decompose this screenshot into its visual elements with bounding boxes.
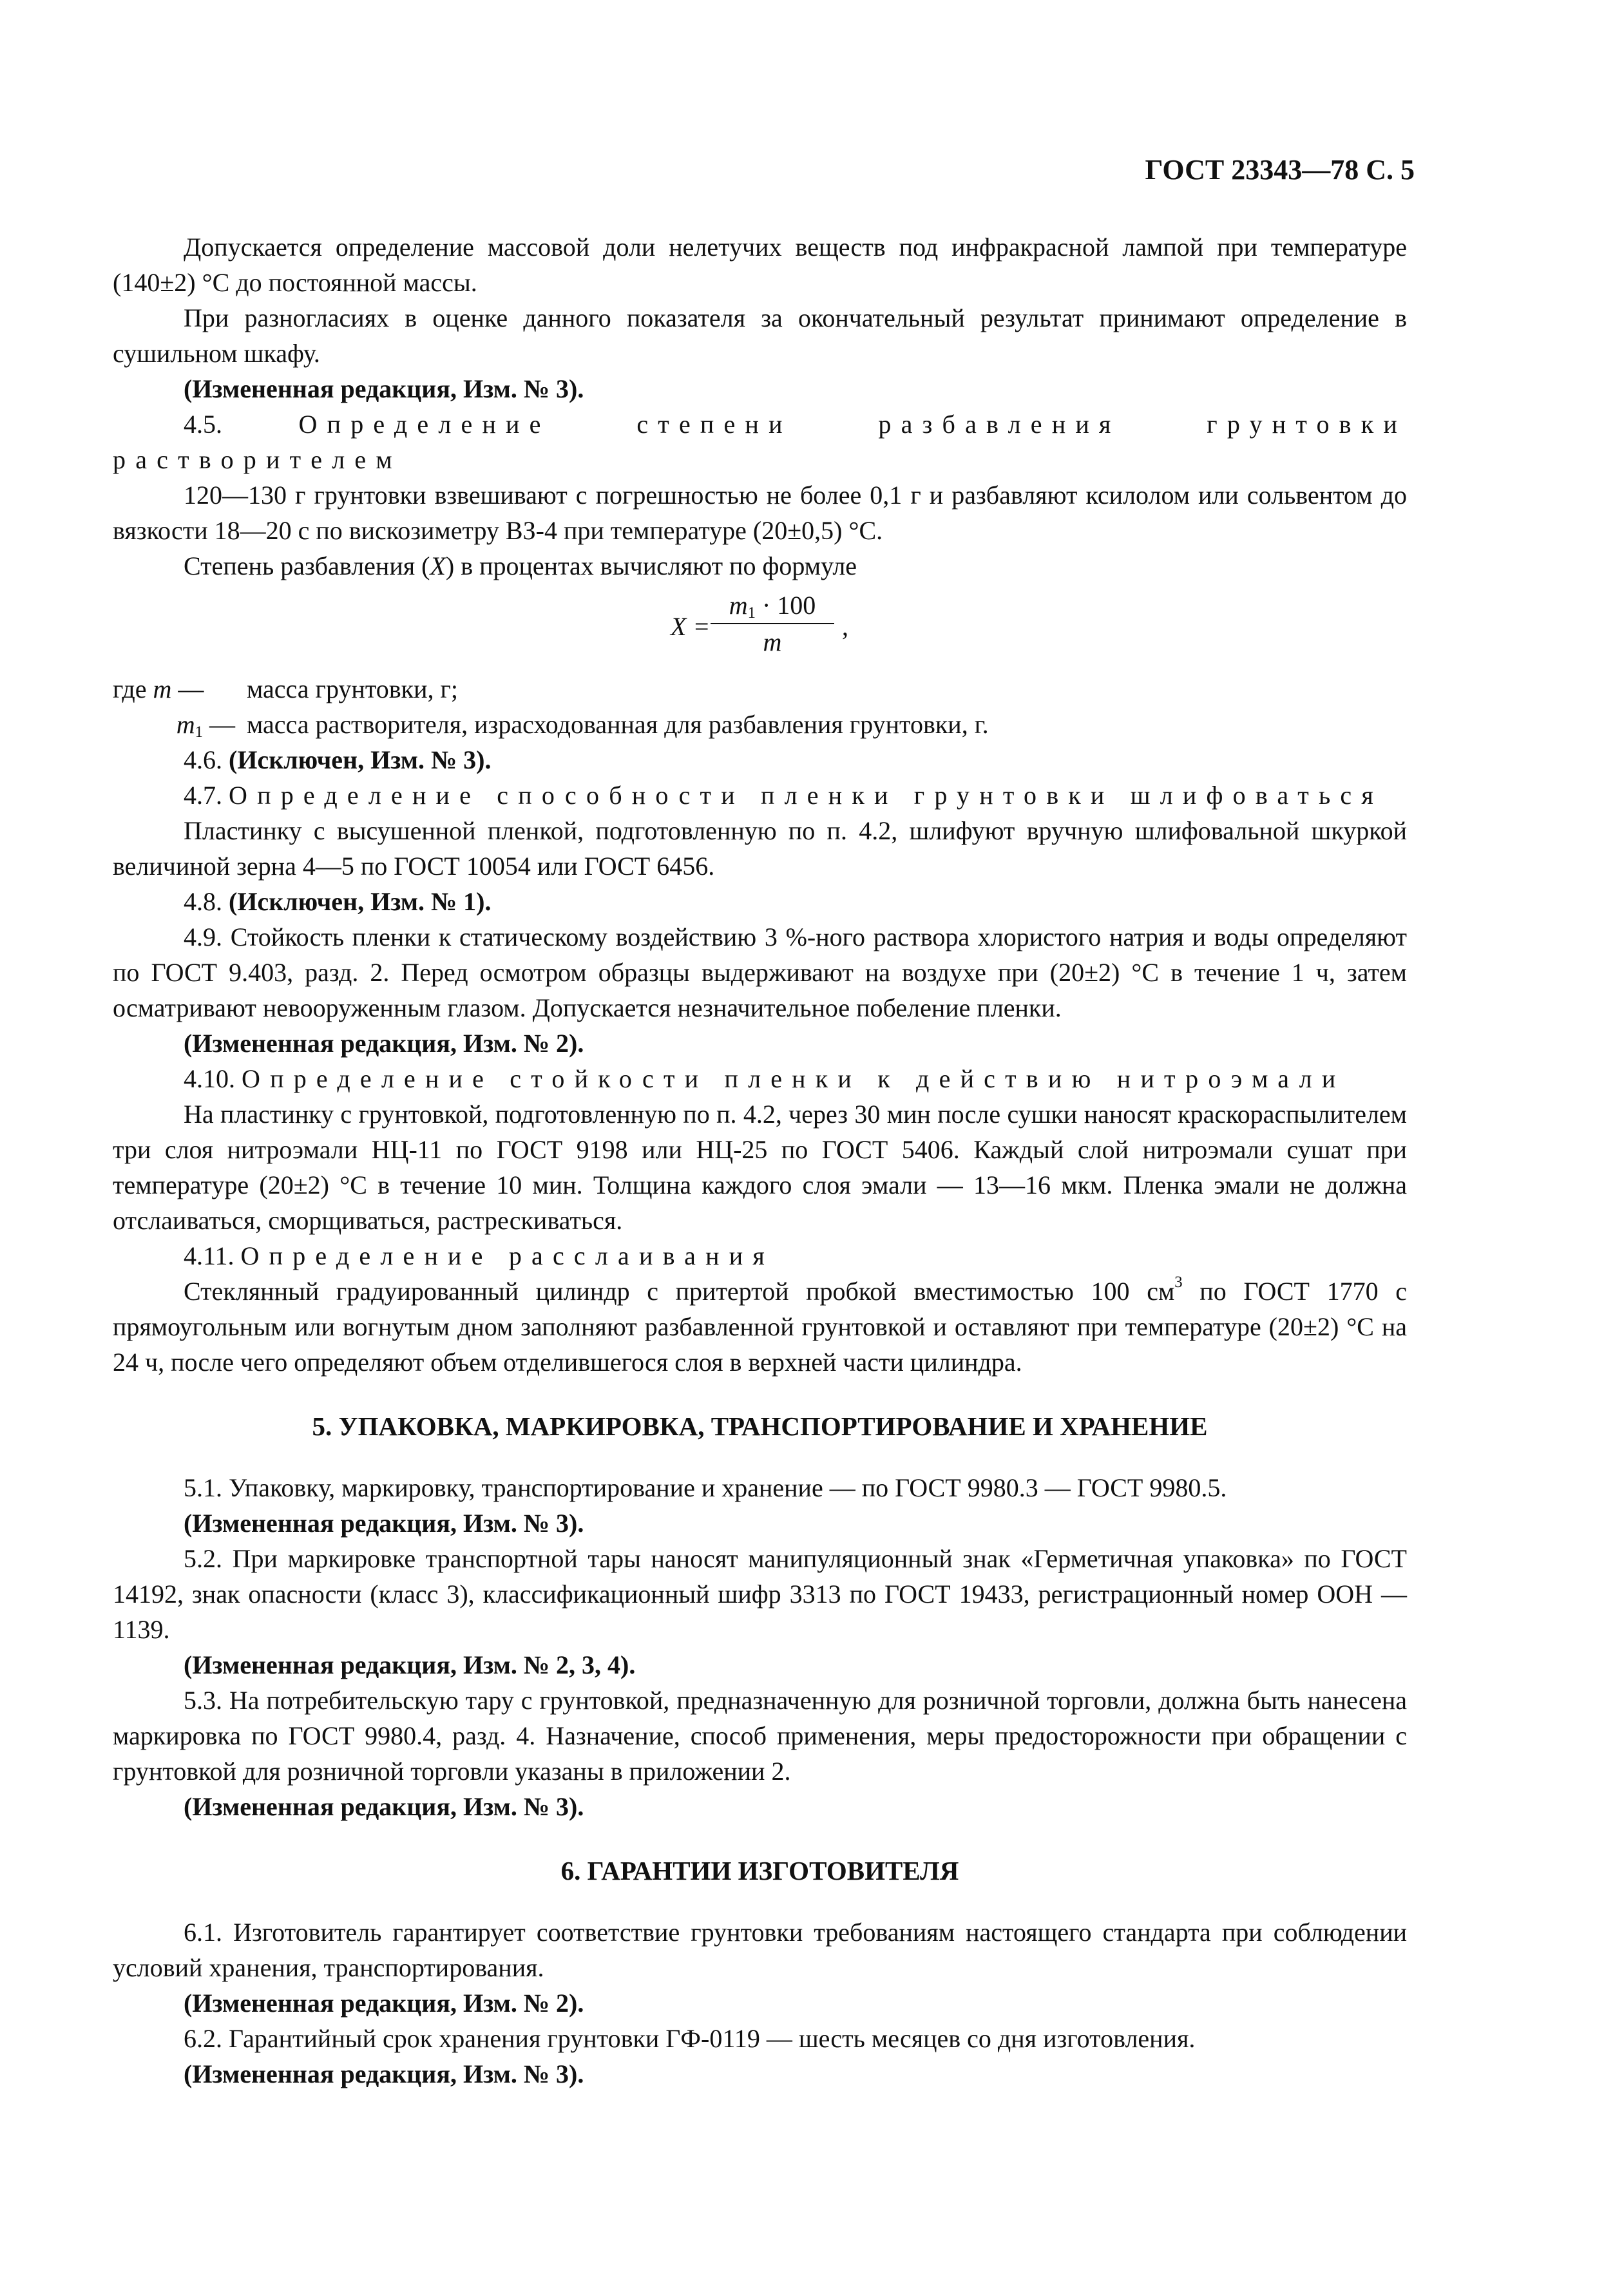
- formula-fraction: [708, 587, 837, 660]
- clause-heading-spaced: Определение способности пленки грунтовки шлифоваться: [229, 781, 1383, 810]
- formula-denominator: m: [763, 627, 782, 656]
- numerator-subscript: 1: [747, 604, 756, 622]
- section-5-title: 5. УПАКОВКА, МАРКИРОВКА, ТРАНСПОРТИРОВАНИЕ И ХРАНЕНИЕ: [312, 1411, 1208, 1441]
- formula-numerator: [708, 587, 837, 623]
- paragraph-disagreement: При разногласиях в оценке данного показателя за окончательный результат принимают определение в сушильном шкафу.: [113, 303, 1407, 368]
- clause-4-7-body: Пластинку с высушенной пленкой, подготовленную по п. 4.2, шлифуют вручную шлифовальной шкуркой величиной зерна 4—5 по ГОСТ 10054 или ГОСТ 6456.: [113, 816, 1407, 881]
- clause-number: 4.5.: [184, 410, 222, 439]
- clause-6-2: 6.2. Гарантийный срок хранения грунтовки ГФ-0119 — шесть месяцев со дня изготовления.: [184, 2024, 1196, 2053]
- where-dash: —: [203, 710, 235, 739]
- superscript: 3: [1174, 1274, 1183, 1292]
- amendment-note: (Измененная редакция, Изм. № 3).: [184, 374, 584, 403]
- where-prefix: где: [113, 674, 153, 703]
- clause-4-5-heading: [113, 406, 1407, 477]
- amendment-note: (Измененная редакция, Изм. № 3).: [184, 1792, 584, 1821]
- clause-number: 4.10.: [184, 1064, 235, 1093]
- clause-heading-spaced: Определение степени разбавления грунтовки растворителем: [113, 410, 1408, 474]
- clause-number: 4.8.: [184, 887, 222, 916]
- dilution-formula: [113, 587, 1407, 666]
- where-symbol: [113, 671, 235, 707]
- amendment-note: (Измененная редакция, Изм. № 3).: [184, 2059, 584, 2088]
- where-row-m: [113, 671, 1407, 707]
- clause-4-11-heading: [113, 1238, 1407, 1274]
- clause-heading-spaced: Определение расслаивания: [240, 1241, 774, 1270]
- clause-heading-spaced: Определение стойкости пленки к действию нитроэмали: [242, 1064, 1346, 1093]
- formula-intro-variable: X: [430, 551, 446, 580]
- clause-4-5-body: 120—130 г грунтовки взвешивают с погрешностью не более 0,1 г и разбавляют ксилолом или сольвентом до вязкости 18—20 с по вискозиметру ВЗ-4 при температуре (20±0,5) °С.: [113, 481, 1407, 545]
- clause-number: 4.11.: [184, 1241, 234, 1270]
- clause-4-8: [113, 884, 1407, 919]
- clause-body-text: Стеклянный градуированный цилиндр с притертой пробкой вместимостью 100 см: [184, 1277, 1175, 1306]
- clause-5-2: 5.2. При маркировке транспортной тары наносят манипуляционный знак «Герметичная упаковка» по ГОСТ 14192, знак опасности (класс 3), классификационный шифр 3313 по ГОСТ 19433, регистрационный номер ООН — 1139.: [113, 1544, 1407, 1644]
- paragraph-ir-lamp: Допускается определение массовой доли нелетучих веществ под инфракрасной лампой при температуре (140±2) °С до постоянной массы.: [113, 233, 1407, 297]
- clause-body-text-end: по ГОСТ 1770 с прямоугольным или вогнутым дном заполняют разбавленной грунтовкой и оставляют при температуре (20±2) °С на 24 ч, после чего определяют объем отделившегося слоя в верхней части цилиндра.: [113, 1277, 1407, 1377]
- where-subscript: 1: [195, 723, 203, 741]
- clause-4-6: [113, 742, 1407, 778]
- page-header: ГОСТ 23343—78 С. 5: [1145, 154, 1415, 186]
- clause-4-10-body: На пластинку с грунтовкой, подготовленную по п. 4.2, через 30 мин после сушки наносят краскораспылителем три слоя нитроэмали НЦ-11 по ГОСТ 9198 или НЦ-25 по ГОСТ 5406. Каждый слой нитроэмали сушат при температуре (20±2) °С в течение 10 мин. Толщина каждого слоя эмали — 13—16 мкм. Пленка эмали не должна отслаиваться, сморщиваться, растрескиваться.: [113, 1100, 1407, 1235]
- where-symbol: [113, 707, 235, 742]
- formula-intro: [113, 548, 1407, 584]
- clause-4-10-heading: [113, 1061, 1407, 1096]
- where-dash: —: [171, 674, 204, 703]
- section-6-title: 6. ГАРАНТИИ ИЗГОТОВИТЕЛЯ: [560, 1856, 959, 1885]
- where-variable: m: [176, 710, 195, 739]
- amendment-note: (Измененная редакция, Изм. № 2).: [184, 1989, 584, 2018]
- where-variable: m: [153, 674, 172, 703]
- page-body: [113, 229, 1407, 2092]
- clause-number: 4.6.: [184, 745, 222, 774]
- numerator-variable: m: [729, 591, 748, 620]
- amendment-note: (Измененная редакция, Изм. № 3).: [184, 1509, 584, 1538]
- amendment-note: (Измененная редакция, Изм. № 2).: [184, 1029, 584, 1058]
- clause-number: 4.7.: [184, 781, 222, 810]
- formula-lhs: X =: [671, 612, 711, 641]
- clause-4-11-body: [113, 1274, 1407, 1380]
- where-row-m1: [113, 707, 1407, 742]
- clause-4-7-heading: [113, 778, 1407, 813]
- formula-comma: ,: [842, 612, 848, 641]
- formula-intro-text: Степень разбавления (: [184, 551, 430, 580]
- where-definition: масса растворителя, израсходованная для разбавления грунтовки, г.: [247, 710, 989, 739]
- clause-6-1: 6.1. Изготовитель гарантирует соответствие грунтовки требованиям настоящего стандарта при соблюдении условий хранения, транспортирования.: [113, 1918, 1407, 1982]
- clause-5-1: 5.1. Упаковку, маркировку, транспортирование и хранение — по ГОСТ 9980.3 — ГОСТ 9980.5.: [184, 1473, 1227, 1502]
- formula-intro-text-end: ) в процентах вычисляют по формуле: [445, 551, 857, 580]
- excluded-note: (Исключен, Изм. № 1).: [229, 887, 492, 916]
- where-definition: масса грунтовки, г;: [247, 674, 459, 703]
- clause-4-9: 4.9. Стойкость пленки к статическому воздействию 3 %-ного раствора хлористого натрия и воды определяют по ГОСТ 9.403, разд. 2. Перед осмотром образцы выдерживают на воздухе при (20±2) °С в течение 1 ч, затем осматривают невооруженным глазом. Допускается незначительное побеление пленки.: [113, 922, 1407, 1022]
- numerator-rest: · 100: [755, 591, 816, 620]
- amendment-note: (Измененная редакция, Изм. № 2, 3, 4).: [184, 1650, 636, 1679]
- excluded-note: (Исключен, Изм. № 3).: [229, 745, 492, 774]
- clause-5-3: 5.3. На потребительскую тару с грунтовкой, предназначенную для розничной торговли, должна быть нанесена маркировка по ГОСТ 9980.4, разд. 4. Назначение, способ применения, меры предосторожности при обращении с грунтовкой для розничной торговли указаны в приложении 2.: [113, 1686, 1407, 1786]
